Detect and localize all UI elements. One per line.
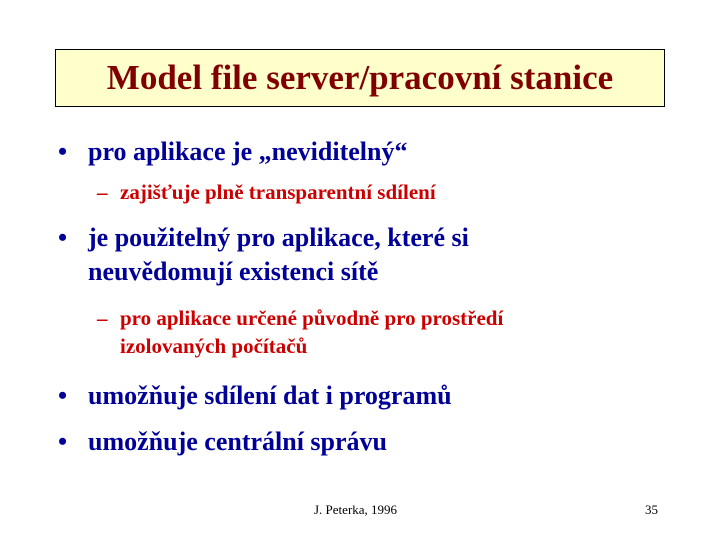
bullet-text: umožňuje sdílení dat i programů [88, 381, 452, 410]
sub-text-line-1: pro aplikace určené původně pro prostředí [120, 306, 504, 330]
sub-text-line-2: izolovaných počítačů [120, 334, 308, 358]
page-number: 35 [645, 502, 658, 517]
bullet-item-2 [58, 221, 469, 289]
dash-symbol: – [97, 306, 108, 330]
sub-item-1 [97, 178, 436, 206]
dash-symbol: – [97, 180, 108, 204]
bullet-item-4 [58, 425, 387, 459]
sub-text: zajišťuje plně transparentní sdílení [120, 180, 436, 204]
footer-author: J. Peterka, 1996 [314, 502, 398, 517]
bullet-text: umožňuje centrální správu [88, 427, 387, 456]
sub-item-2 [97, 304, 503, 360]
bullet-text-line-1: je použitelný pro aplikace, které si [88, 223, 469, 252]
bullet-item-1 [58, 135, 407, 169]
bullet-text-line-2: neuvědomují existenci sítě [88, 257, 379, 286]
bullet-text: pro aplikace je „neviditelný“ [88, 137, 408, 166]
slide-title: Model file server/pracovní stanice [106, 58, 614, 97]
bullet-symbol: • [58, 381, 68, 410]
bullet-symbol: • [58, 137, 68, 166]
bullet-symbol: • [58, 427, 68, 456]
title-box [55, 49, 665, 107]
bullet-item-3 [58, 379, 452, 413]
bullet-symbol: • [58, 223, 68, 252]
